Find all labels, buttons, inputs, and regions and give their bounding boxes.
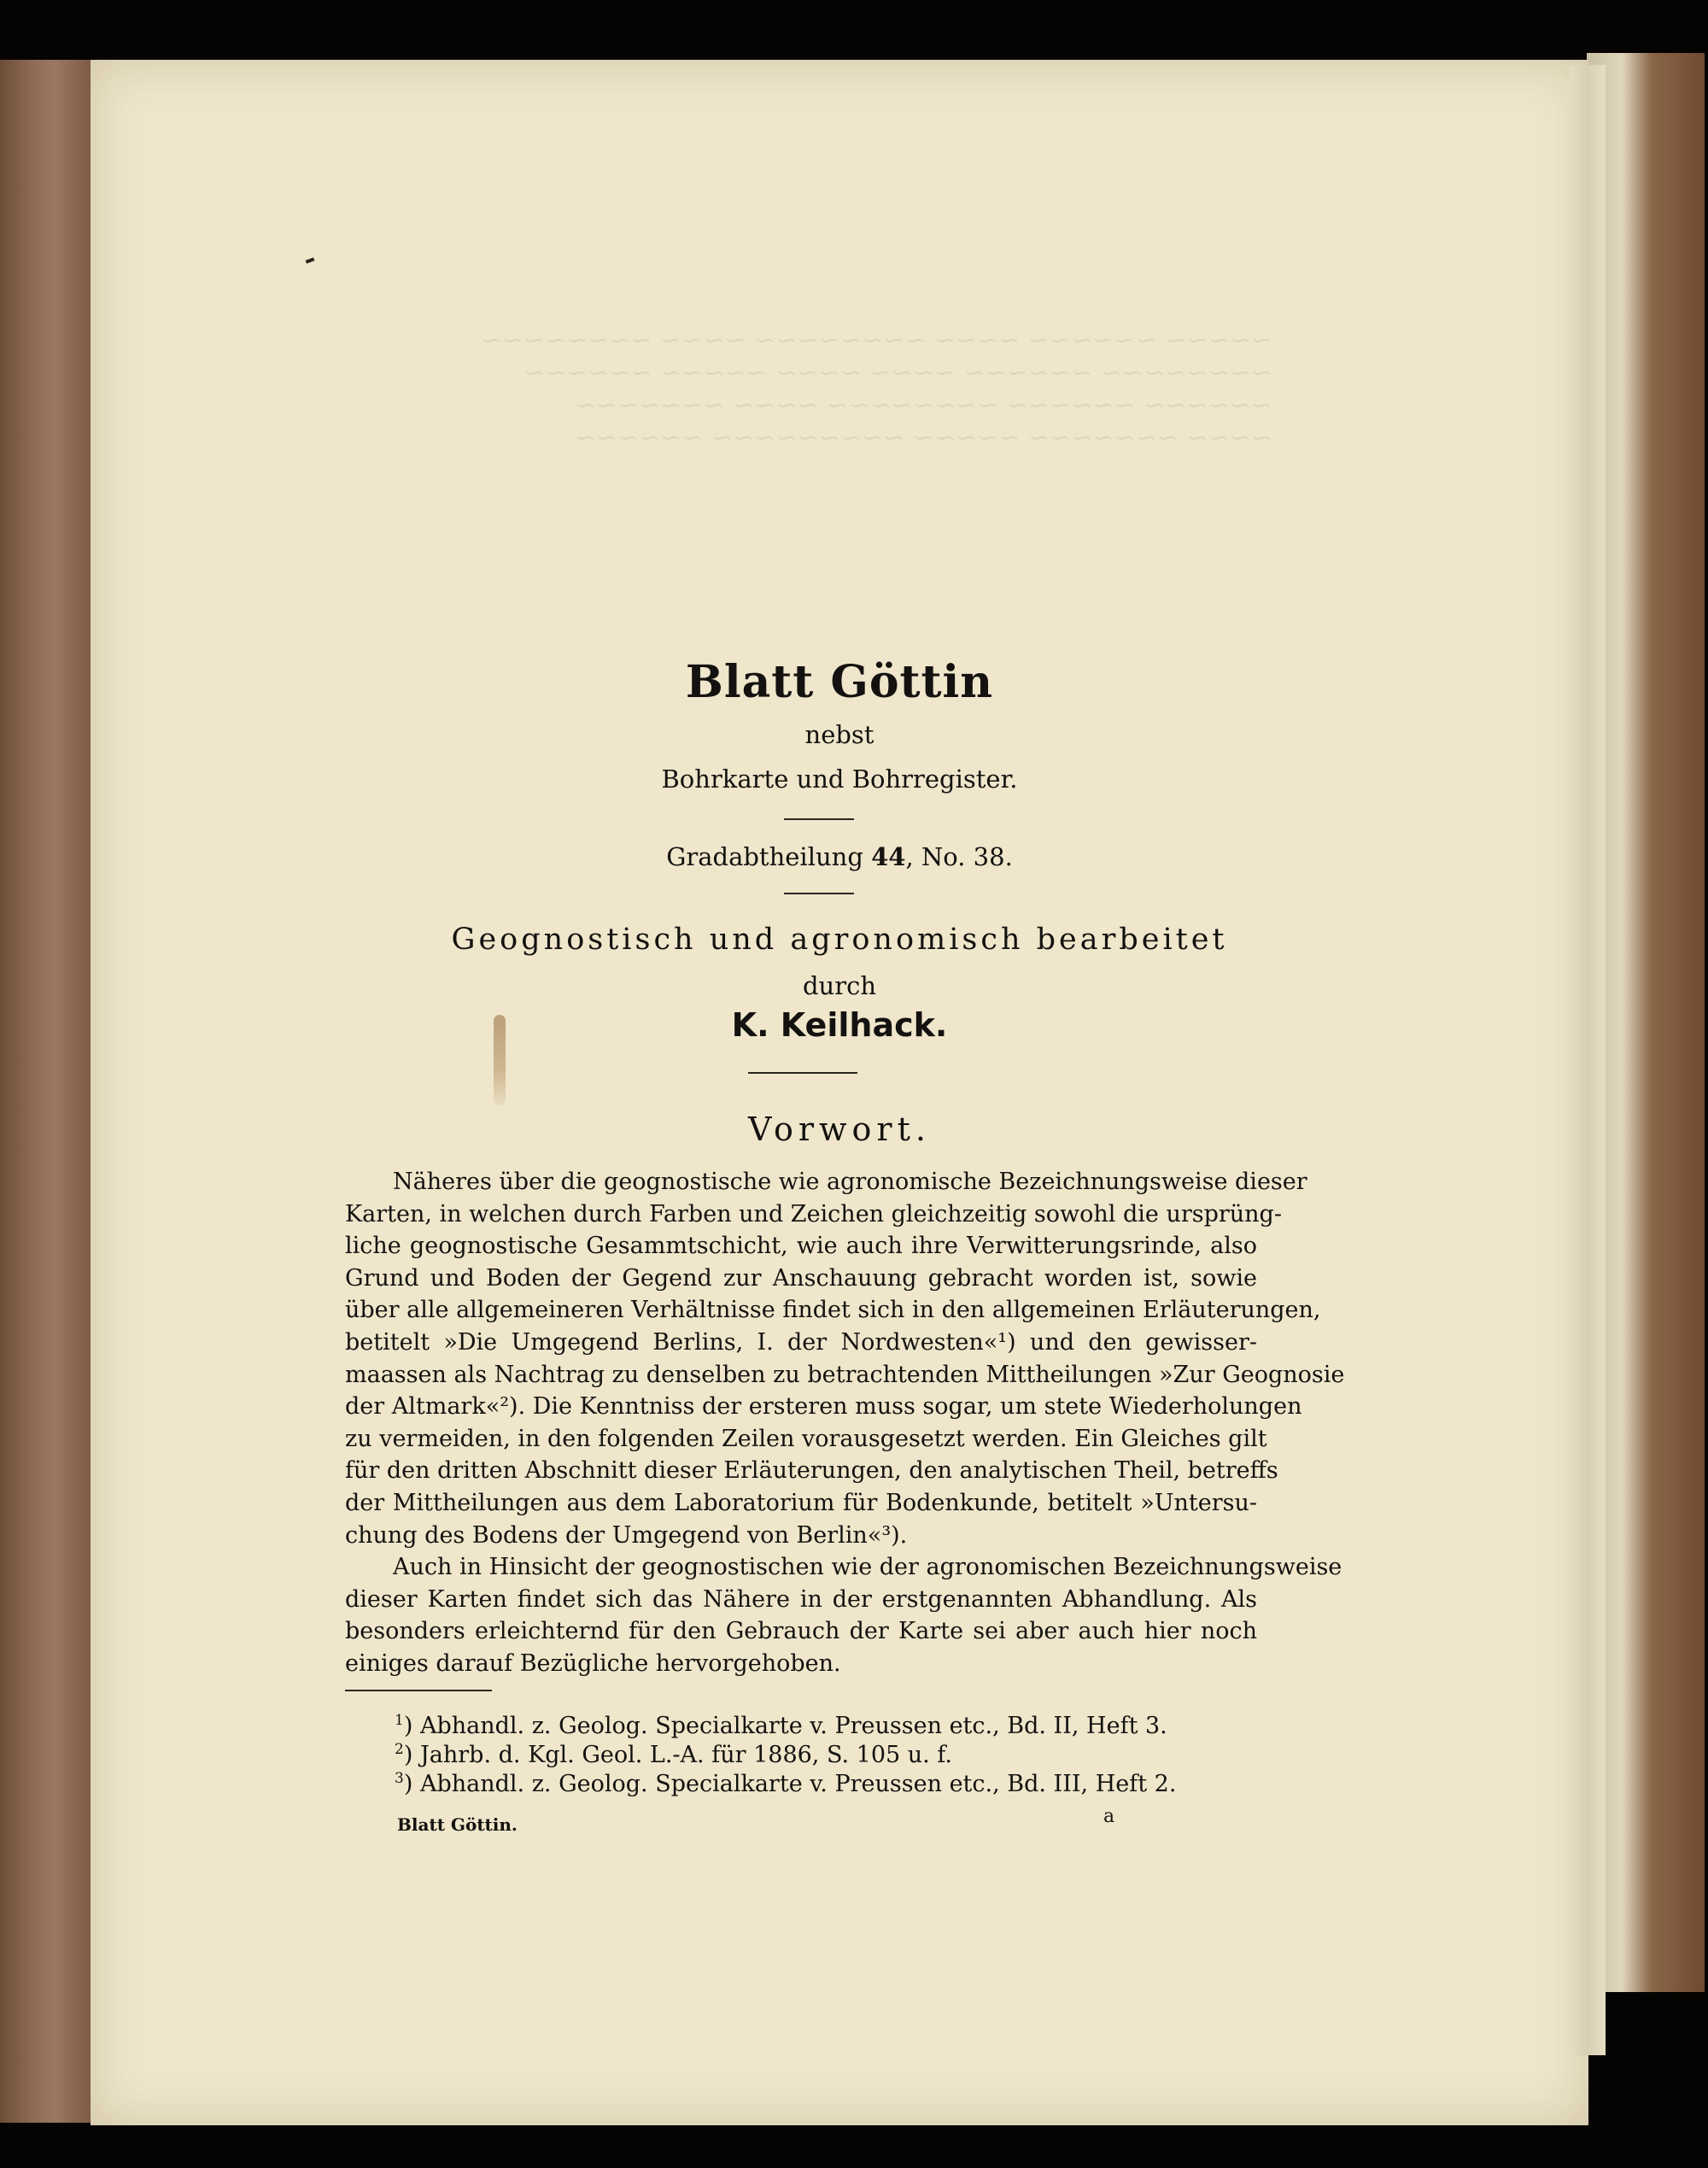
durch-line: durch bbox=[802, 971, 877, 1000]
paragraph-line: chung des Bodens der Umgegend von Berlin«³). bbox=[345, 1521, 908, 1549]
gradabtheilung-prefix: Gradabtheilung bbox=[666, 842, 872, 871]
footnote-text: Abhandl. z. Geolog. Specialkarte v. Preussen etc., Bd. II, Heft 3. bbox=[419, 1713, 1167, 1739]
footer-sheet-name: Blatt Göttin. bbox=[397, 1814, 518, 1835]
footnote-separator bbox=[345, 1690, 492, 1691]
footnote-marker: 1 bbox=[395, 1712, 404, 1729]
paragraph-line: maassen als Nachtrag zu denselben zu betrachtenden Mittheilungen »Zur Geognosie bbox=[345, 1361, 1345, 1388]
page-edge bbox=[1570, 65, 1606, 2055]
footnote-item bbox=[395, 1712, 1167, 1739]
book-cover-left bbox=[0, 60, 91, 2123]
footnote-marker: 3 bbox=[395, 1770, 404, 1787]
footnote-text: Abhandl. z. Geolog. Specialkarte v. Preussen etc., Bd. III, Heft 2. bbox=[419, 1771, 1177, 1797]
footnote-marker: 2 bbox=[395, 1741, 404, 1758]
footnote-text: Jahrb. d. Kgl. Geol. L.-A. für 1886, S. 105 u. f. bbox=[419, 1742, 952, 1768]
paragraph-line: Näheres über die geognostische wie agronomische Bezeichnungsweise dieser bbox=[393, 1169, 1307, 1195]
paragraph-line: über alle allgemeineren Verhältnisse findet sich in den allgemeinen Erläuterungen, bbox=[345, 1297, 1321, 1324]
paragraph-line: besonders erleichternd für den Gebrauch der Karte sei aber auch hier noch bbox=[345, 1618, 1257, 1645]
gradabtheilung-line bbox=[91, 842, 1588, 871]
divider-1 bbox=[784, 818, 854, 820]
document-title: Blatt Göttin bbox=[685, 656, 994, 708]
paragraph-line: der Altmark«²). Die Kenntniss der ersteren muss sogar, um stete Wiederholungen bbox=[345, 1393, 1302, 1421]
paragraph-line: betitelt »Die Umgegend Berlins, I. der Nordwesten«¹) und den gewisser- bbox=[345, 1329, 1257, 1356]
paragraph-line: einiges darauf Bezügliche hervorgehoben. bbox=[345, 1650, 841, 1677]
show-through-text: ~~~~~ ~~~~~~ ~~~~ ~~~~~~~~ ~~~~ ~~~~~~~~ ~~~~~~~~ ~~~~~~ ~~~~ ~~~~ ~~~~~ ~~~~~~ ~~~~~~ ~~~~~~ ~~~~~~~~ ~~~~ ~~~~~~~ ~~~~ ~~~~~~~ ~~~~~ ~~~~~~~~~ ~~~~~~ bbox=[480, 325, 1272, 453]
footnote-item bbox=[395, 1741, 952, 1768]
paragraph-line: für den dritten Abschnitt dieser Erläuterungen, den analytischen Theil, betreffs bbox=[345, 1457, 1278, 1485]
subtitle-nebst: nebst bbox=[804, 720, 874, 749]
paragraph-line: der Mittheilungen aus dem Laboratorium für Bodenkunde, betitelt »Untersu- bbox=[345, 1490, 1257, 1516]
paragraph-line: Auch in Hinsicht der geognostischen wie der agronomischen Bezeichnungsweise bbox=[393, 1554, 1342, 1581]
paragraph-line: Karten, in welchen durch Farben und Zeichen gleichzeitig sowohl die ursprüng- bbox=[345, 1200, 1282, 1228]
bearbeitet-line: Geognostisch und agronomisch bearbeitet bbox=[451, 923, 1228, 957]
paragraph-line: dieser Karten findet sich das Nähere in der erstgenannten Abhandlung. Als bbox=[345, 1585, 1257, 1613]
gradabtheilung-number: 44 bbox=[871, 842, 906, 871]
vorwort-heading: Vorwort. bbox=[748, 1110, 931, 1148]
signature-mark: a bbox=[1103, 1806, 1115, 1827]
subtitle-bohrkarte: Bohrkarte und Bohrregister. bbox=[661, 765, 1018, 794]
divider-2 bbox=[784, 893, 854, 894]
footnote-paren: ) bbox=[403, 1742, 420, 1768]
paragraph-line: zu vermeiden, in den folgenden Zeilen vorausgesetzt werden. Ein Gleiches gilt bbox=[345, 1425, 1267, 1452]
footnote-paren: ) bbox=[403, 1771, 420, 1797]
divider-3 bbox=[748, 1072, 857, 1074]
footnote-paren: ) bbox=[403, 1713, 420, 1739]
paragraph-line: liche geognostische Gesammtschicht, wie auch ihre Verwitterungsrinde, also bbox=[345, 1233, 1257, 1260]
author-name: K. Keilhack. bbox=[731, 1006, 948, 1044]
footnote-item bbox=[395, 1770, 1176, 1797]
gradabtheilung-suffix: , No. 38. bbox=[905, 842, 1013, 871]
paragraph-line: Grund und Boden der Gegend zur Anschauung gebracht worden ist, sowie bbox=[345, 1264, 1257, 1292]
